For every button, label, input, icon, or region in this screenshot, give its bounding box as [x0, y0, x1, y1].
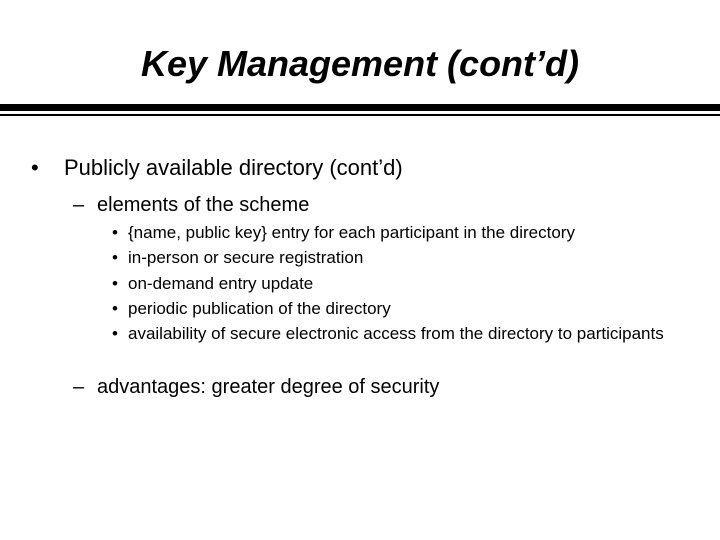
scheme-subheading: [73, 192, 309, 218]
list-item-text: availability of secure electronic access from the directory to participants: [128, 324, 664, 344]
list-item: [112, 271, 672, 296]
advantages-subheading: [73, 374, 439, 400]
dash-icon: –: [73, 376, 85, 398]
list-item-text: in-person or secure registration: [128, 248, 364, 268]
bullet-icon: •: [112, 223, 118, 242]
dash-icon: –: [73, 194, 85, 216]
bullet-icon: •: [112, 248, 118, 268]
scheme-items-list: [112, 220, 672, 346]
slide-title: Key Management (cont’d): [140, 43, 580, 84]
list-item: [112, 220, 672, 245]
main-bullet-point: [31, 154, 403, 182]
list-item: [112, 245, 672, 270]
list-item: [112, 321, 672, 346]
title-divider-thin: [0, 114, 720, 116]
advantages-text: advantages: greater degree of security: [97, 376, 440, 398]
bullet-icon: •: [112, 273, 118, 293]
list-item-text: periodic publication of the directory: [128, 298, 391, 318]
scheme-heading-text: elements of the scheme: [97, 194, 310, 216]
bullet-icon: •: [31, 155, 39, 180]
main-point-text: Publicly available directory (cont’d): [64, 155, 403, 180]
bullet-icon: •: [112, 324, 118, 344]
list-item: [112, 296, 672, 321]
list-item-text: on-demand entry update: [128, 273, 314, 293]
title-divider-thick: [0, 104, 720, 111]
list-item-text: {name, public key} entry for each participant in the directory: [128, 223, 575, 242]
bullet-icon: •: [112, 298, 118, 318]
